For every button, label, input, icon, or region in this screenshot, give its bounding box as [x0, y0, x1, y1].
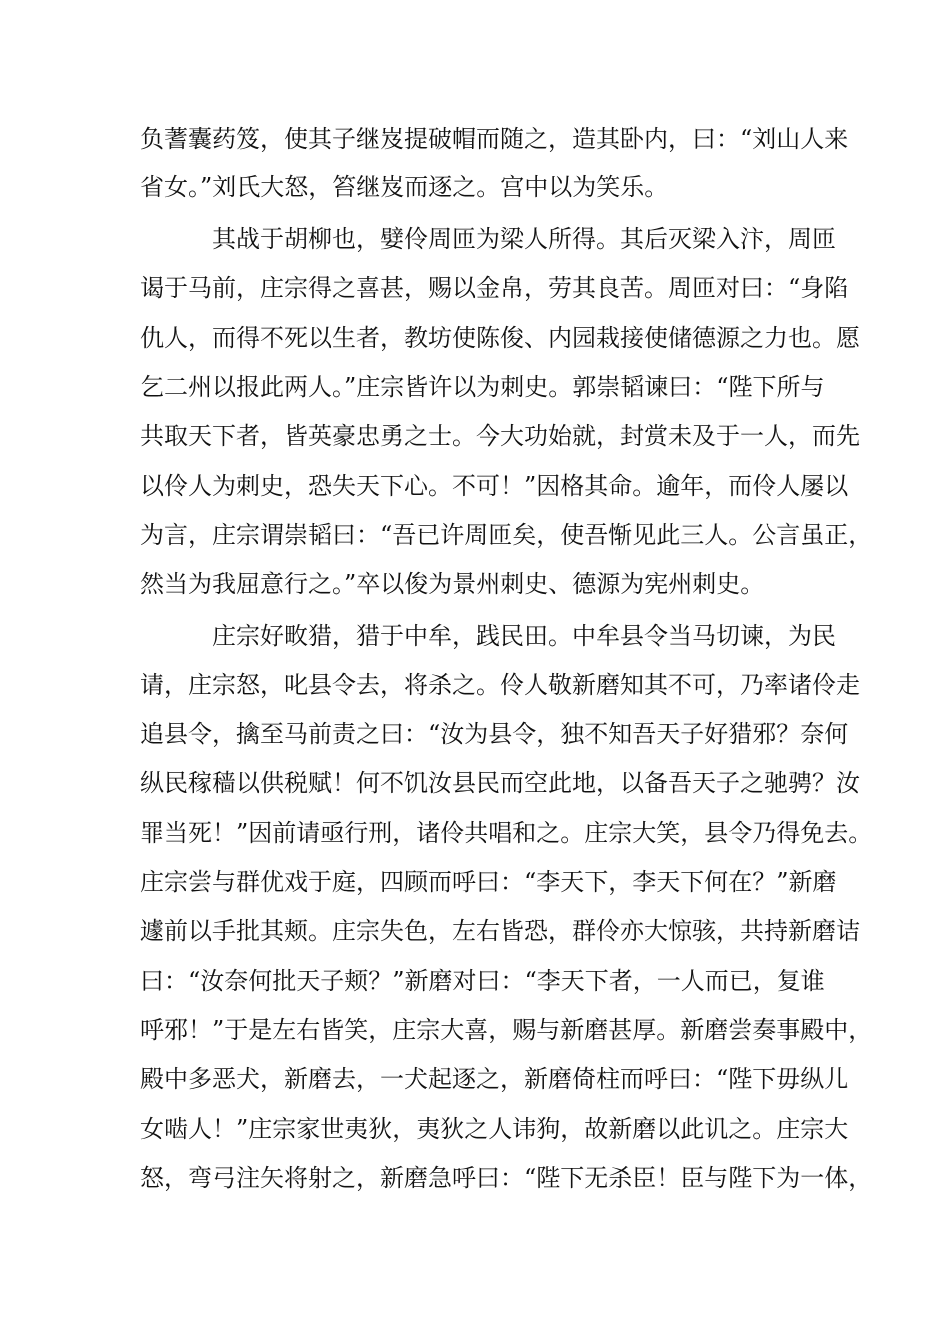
text-line: 省女。”刘氏大怒，笞继岌而逐之。宫中以为笑乐。 [140, 173, 669, 201]
text-line: 曰：“汝奈何批天子颊？”新磨对曰：“李天下者，一人而已，复谁 [140, 967, 825, 995]
text-line: 负蓍囊药笈，使其子继岌提破帽而随之，造其卧内，曰：“刘山人来 [140, 125, 849, 153]
text-line: 追县令，擒至马前责之曰：“汝为县令，独不知吾天子好猎邪？奈何 [140, 720, 849, 748]
paragraph-start-line: 其战于胡柳也，嬖伶周匝为梁人所得。其后灭梁入汴，周匝 [212, 225, 836, 253]
paragraph-start-line: 庄宗好畋猎，猎于中牟，践民田。中牟县令当马切谏，为民 [212, 622, 836, 650]
text-line: 乞二州以报此两人。”庄宗皆许以为刺史。郭崇韬谏曰：“陛下所与 [140, 373, 825, 401]
text-line: 殿中多恶犬，新磨去，一犬起逐之，新磨倚柱而呼曰：“陛下毋纵儿 [140, 1065, 849, 1093]
text-line: 怒，弯弓注矢将射之，新磨急呼曰：“陛下无杀臣！臣与陛下为一体， [140, 1164, 873, 1192]
text-line: 女啮人！”庄宗家世夷狄，夷狄之人讳狗，故新磨以此讥之。庄宗大 [140, 1115, 849, 1143]
text-line: 呼邪！”于是左右皆笑，庄宗大喜，赐与新磨甚厚。新磨尝奏事殿中， [140, 1016, 873, 1044]
text-line: 罪当死！”因前请亟行刑，诸伶共唱和之。庄宗大笑，县令乃得免去。 [140, 819, 873, 847]
text-line: 为言，庄宗谓崇韬曰：“吾已许周匝矣，使吾惭见此三人。公言虽正， [140, 521, 873, 549]
text-line: 遽前以手批其颊。庄宗失色，左右皆恐，群伶亦大惊骇，共持新磨诘 [140, 917, 860, 945]
text-line: 共取天下者，皆英豪忠勇之士。今大功始就，封赏未及于一人，而先 [140, 422, 860, 450]
text-line: 庄宗尝与群优戏于庭，四顾而呼曰：“李天下，李天下何在？”新磨 [140, 868, 837, 896]
text-line: 仇人，而得不死以生者，教坊使陈俊、内园栽接使储德源之力也。愿 [140, 324, 860, 352]
text-line: 谒于马前，庄宗得之喜甚，赐以金帛，劳其良苦。周匝对曰：“身陷 [140, 274, 849, 302]
text-line: 以伶人为刺史，恐失天下心。不可！”因格其命。逾年，而伶人屡以 [140, 472, 849, 500]
text-line: 请，庄宗怒，叱县令去，将杀之。伶人敬新磨知其不可，乃率诸伶走 [140, 671, 860, 699]
text-line: 然当为我屈意行之。”卒以俊为景州刺史、德源为宪州刺史。 [140, 570, 765, 598]
text-line: 纵民稼穑以供税赋！何不饥汝县民而空此地，以备吾天子之驰骋？汝 [140, 769, 860, 797]
